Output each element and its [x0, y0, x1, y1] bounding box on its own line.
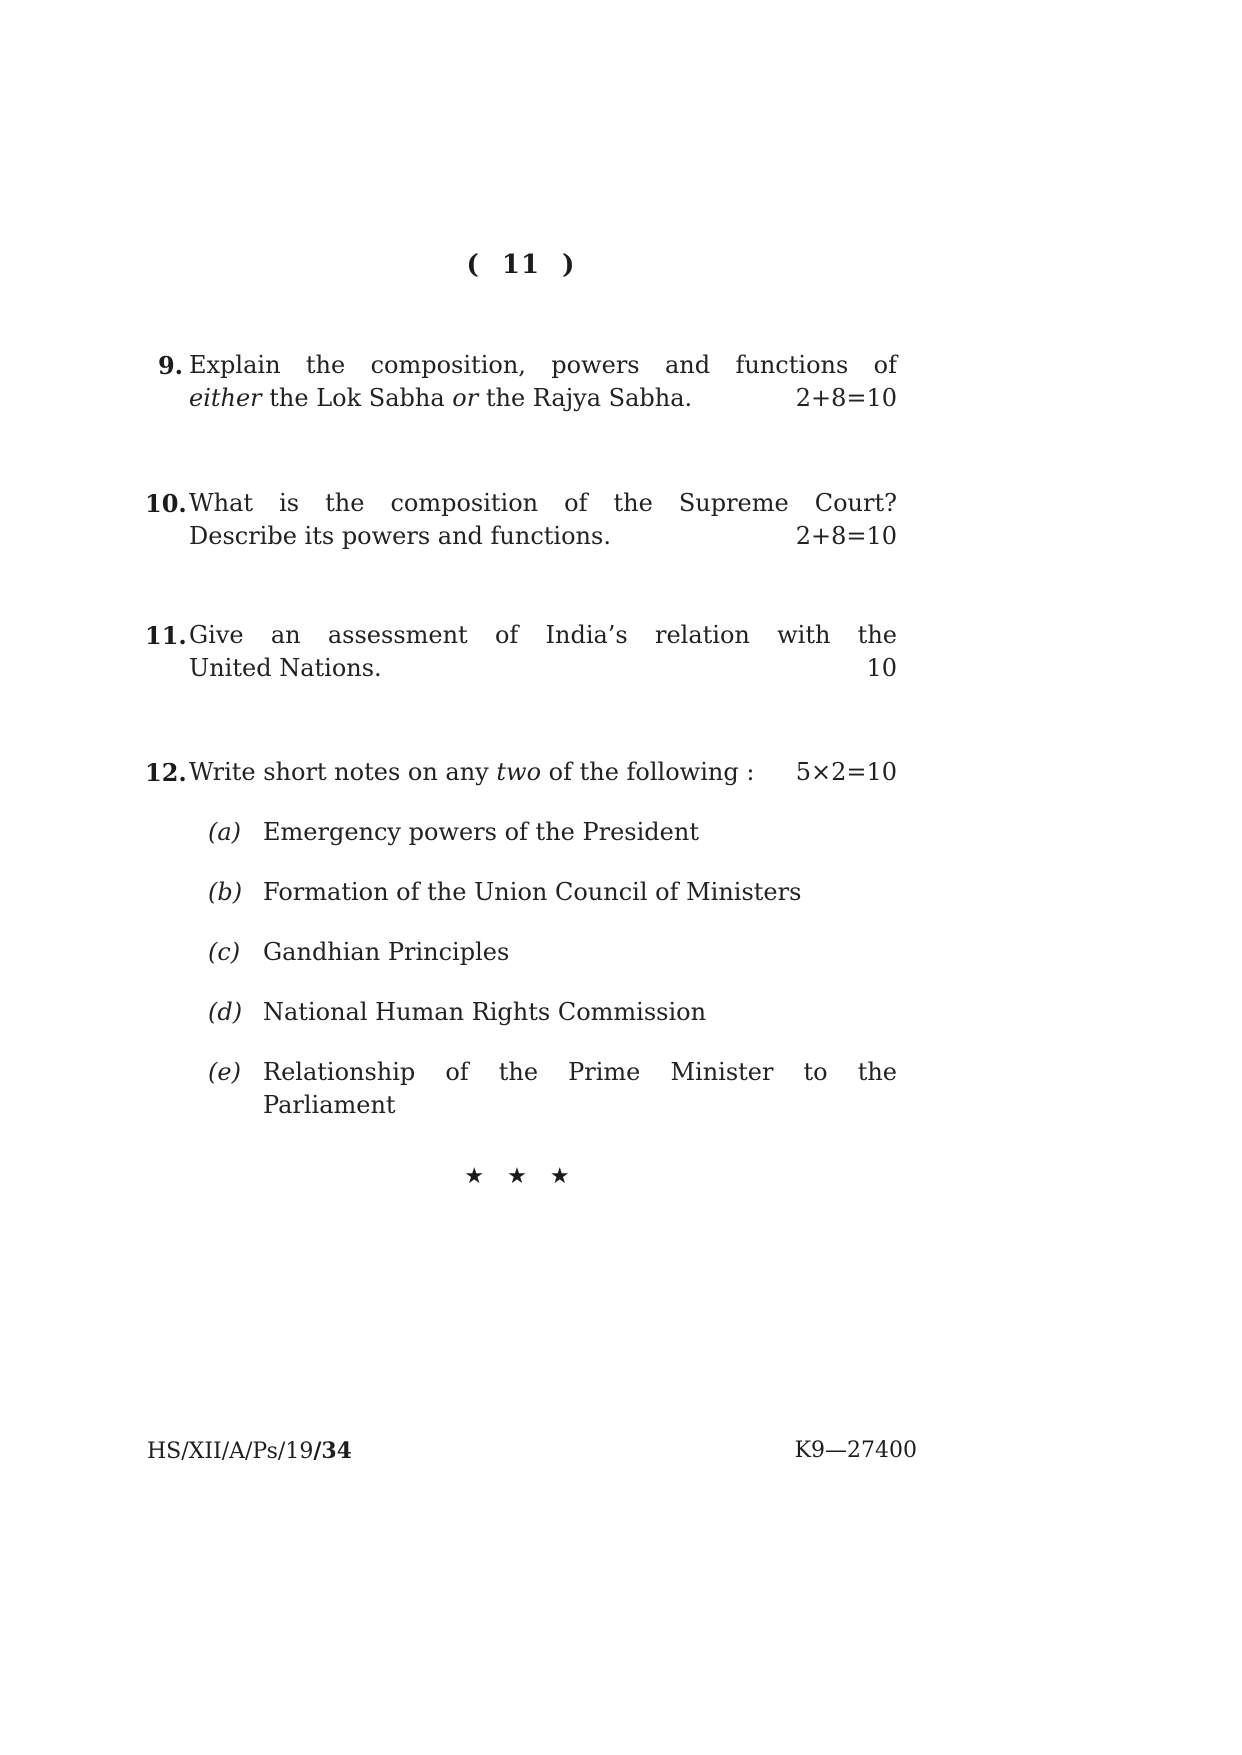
question-10: [145, 487, 897, 553]
subitem-d-label: (d): [208, 998, 243, 1026]
question-10-body: [189, 487, 897, 553]
question-12: [145, 756, 897, 1122]
question-10-line2-text: Describe its powers and functions.: [189, 522, 611, 550]
question-9-line2-text: [189, 382, 692, 415]
question-12-head-text: [189, 756, 754, 789]
subitem-e-label: (e): [208, 1058, 241, 1086]
page-number: ( 11 ): [466, 250, 576, 280]
text-segment: Write short notes on any: [189, 758, 497, 786]
question-10-line2: [189, 520, 897, 553]
question-11-marks: 10: [866, 654, 897, 682]
paper-code-regular: HS/XII/A/Ps/19: [147, 1439, 314, 1464]
subitem-a: [189, 816, 897, 849]
question-12-body: [189, 756, 897, 1122]
question-11-line2-text: United Nations.: [189, 654, 382, 682]
question-11-line2: [189, 652, 897, 685]
paper-code-bold: /34: [313, 1438, 352, 1464]
question-9-body: [189, 349, 897, 415]
question-9-marks: 2+8=10: [795, 384, 897, 412]
page-footer: [147, 1438, 917, 1465]
subitem-d-text: National Human Rights Commission: [263, 998, 707, 1026]
question-9-number: 9.: [157, 351, 183, 380]
question-12-head: [189, 756, 897, 789]
subitem-a-text: Emergency powers of the President: [263, 818, 699, 846]
subitem-b: [189, 876, 897, 909]
question-11-line1: Give an assessment of India’s relation with the: [189, 621, 897, 649]
italic-word: or: [452, 384, 479, 412]
print-code: K9—27400: [794, 1438, 917, 1463]
question-9-line2: [189, 382, 897, 415]
end-stars-decoration: ★ ★ ★: [464, 1164, 578, 1189]
subitem-c-label: (c): [208, 938, 241, 966]
paper-code: [147, 1438, 352, 1465]
text-segment: the Rajya Sabha.: [478, 384, 693, 412]
question-11: [145, 619, 897, 685]
subitem-c: [189, 936, 897, 969]
italic-word: either: [189, 384, 262, 412]
subitem-d: [189, 996, 897, 1029]
subitem-b-text: Formation of the Union Council of Ministers: [263, 878, 802, 906]
question-10-number: 10.: [145, 489, 187, 518]
subitem-e-text: [263, 1056, 897, 1122]
subitem-e-line2: Parliament: [263, 1091, 396, 1119]
italic-word: two: [496, 758, 542, 786]
subitem-a-label: (a): [208, 818, 242, 846]
subitem-e: [189, 1056, 897, 1122]
question-9: [145, 349, 897, 415]
question-12-marks: 5×2=10: [795, 758, 897, 786]
text-segment: of the following :: [541, 758, 755, 786]
question-11-number: 11.: [145, 621, 187, 650]
subitem-e-line1: Relationship of the Prime Minister to the: [263, 1058, 897, 1086]
question-9-line1: Explain the composition, powers and functions of: [189, 351, 897, 379]
text-segment: the Lok Sabha: [261, 384, 453, 412]
subitem-b-label: (b): [208, 878, 243, 906]
question-12-number: 12.: [145, 758, 187, 787]
subitem-c-text: Gandhian Principles: [263, 938, 510, 966]
question-11-body: [189, 619, 897, 685]
question-10-line1: What is the composition of the Supreme Court?: [189, 489, 897, 517]
question-10-marks: 2+8=10: [795, 522, 897, 550]
